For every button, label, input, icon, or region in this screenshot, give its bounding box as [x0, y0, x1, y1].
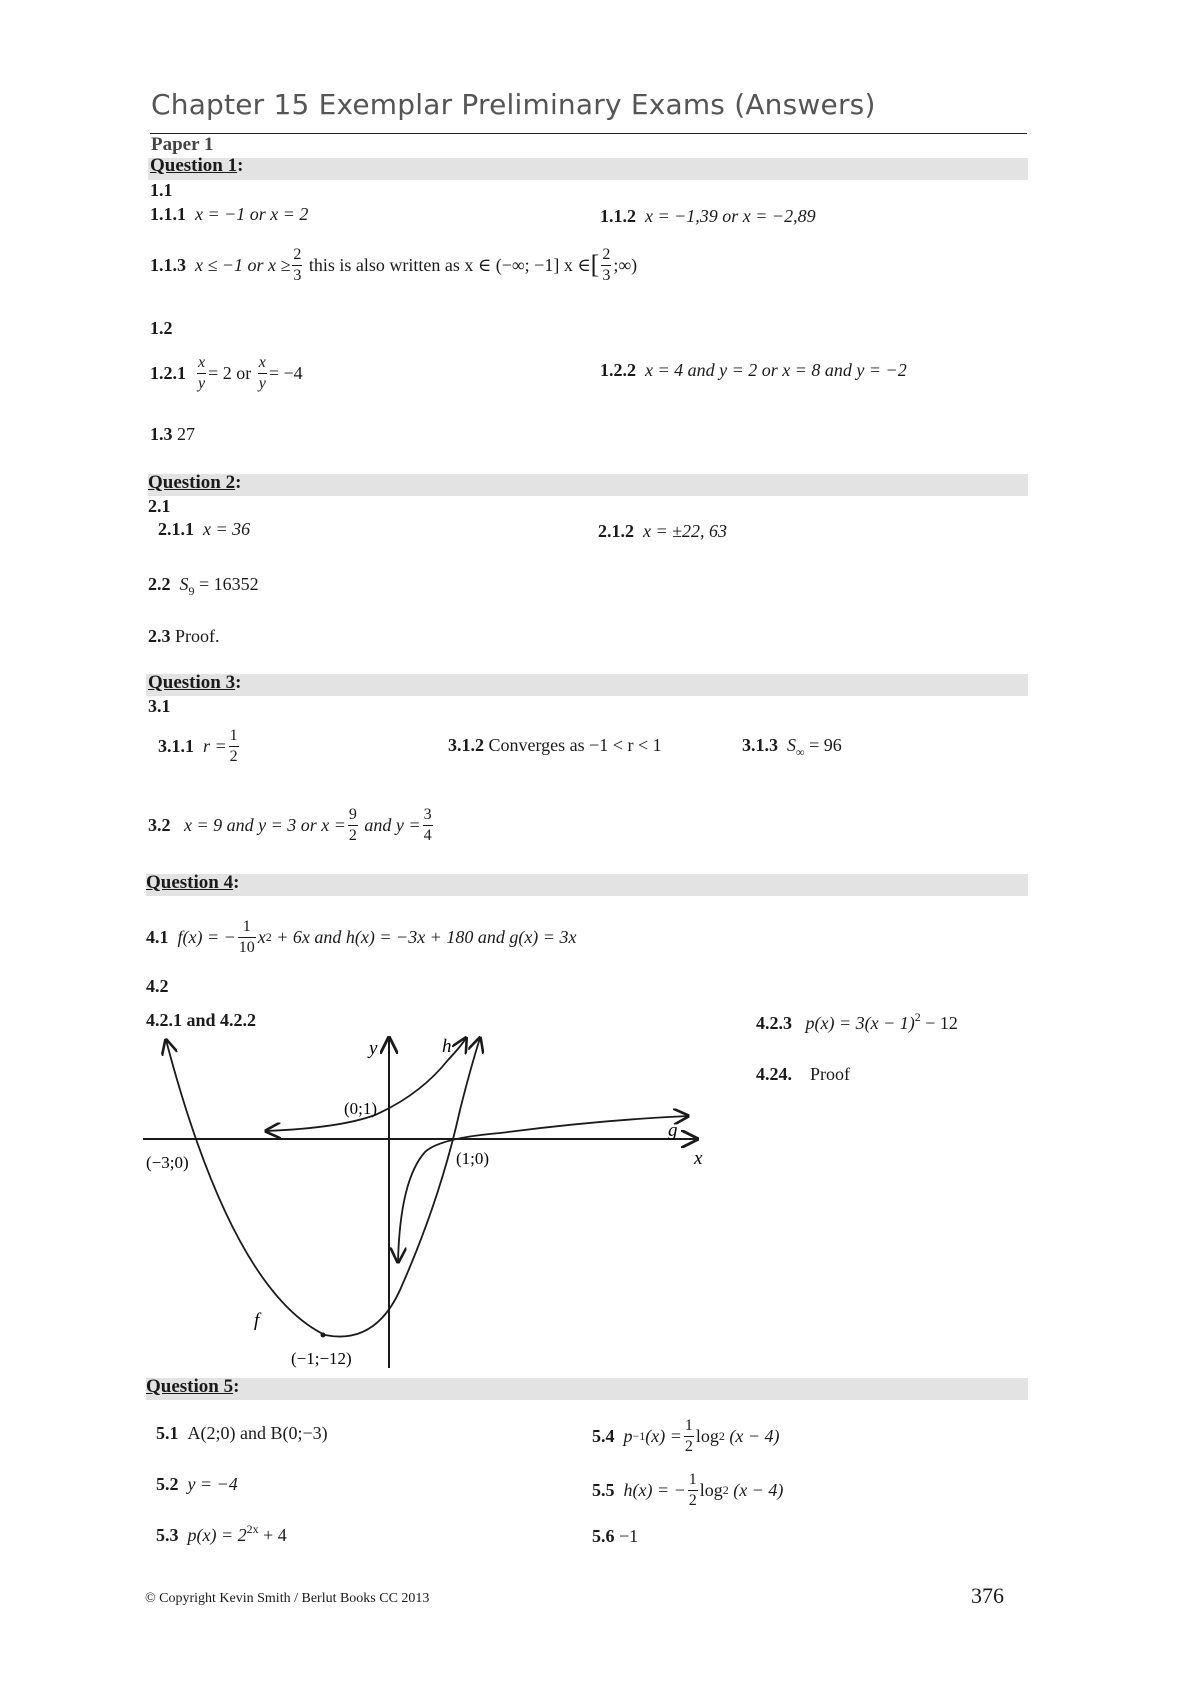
q2-sub-2-1: 2.1 [148, 496, 171, 516]
answer-5-6: 5.6 −1 [592, 1526, 639, 1546]
answer-4-1: 4.1 f(x) = − $\frac{1}{10}$ x 2 + 6x and h(x) = −3x + 180 and g(x) = 3x [146, 917, 577, 956]
answer-1-1-2: 1.1.2 x = −1,39 or x = −2,89 [600, 206, 816, 226]
point-1-0: (1;0) [456, 1149, 490, 1168]
copyright-footer: © Copyright Kevin Smith / Berlut Books CC 2013 [145, 1591, 430, 1606]
paper-label: Paper 1 [151, 134, 214, 155]
turning-point-dot [321, 1333, 326, 1338]
point-0-1: (0;1) [344, 1099, 378, 1118]
page-title: Chapter 15 Exemplar Preliminary Exams (Answers) [151, 88, 876, 121]
answer-2-1-2: 2.1.2 x = ±22, 63 [598, 521, 728, 541]
answer-1-2-2: 1.2.2 x = 4 and y = 2 or x = 8 and y = −2 [600, 360, 907, 380]
question-4-heading: Question 4: [146, 872, 240, 893]
q4-sub-4-2-1: 4.2.1 and 4.2.2 [146, 1010, 257, 1030]
answer-2-1-1: 2.1.1 x = 36 [158, 519, 251, 539]
answer-2-2: 2.2 $S_9 = 16352$ [148, 574, 259, 598]
answer-4-2-4: 4.24. Proof [756, 1064, 850, 1084]
point-minimum: (−1;−12) [291, 1349, 352, 1368]
answer-5-5: 5.5 h(x) = − $\frac{1}{2}$ log 2 (x − 4) [592, 1470, 784, 1509]
answer-3-1-3: 3.1.3 $S_\infty = 96$ [742, 735, 842, 759]
label-y: y [369, 1038, 378, 1059]
label-g: g [668, 1120, 678, 1141]
label-f: f [254, 1310, 260, 1331]
answer-4-2-3: 4.2.3 $p(x) = 3(x - 1)^2 - 12$ [756, 1010, 958, 1033]
answer-3-2: 3.2 x = 9 and y = 3 or x = $\frac{9}{2}$ and y = $\frac{3}{4}$ [148, 805, 432, 844]
answer-5-1: 5.1 A(2;0) and B(0;−3) [156, 1423, 328, 1443]
q1-sub-1-2: 1.2 [150, 318, 173, 338]
answer-5-4: 5.4 p −1 (x) = $\frac{1}{2}$ log 2 (x − 4) [592, 1416, 780, 1455]
answer-5-3: 5.3 $p(x) = 2^{2x} + 4$ [156, 1522, 287, 1545]
q1-sub-1-1: 1.1 [150, 180, 173, 200]
curve-g [398, 1116, 688, 1262]
question-3-heading: Question 3: [148, 672, 242, 693]
answer-1-1-1: 1.1.1 x = −1 or x = 2 [150, 204, 309, 224]
label-h: h [442, 1036, 452, 1057]
answer-1-3: 1.3 27 [150, 424, 195, 444]
point-minus3-0: (−3;0) [146, 1153, 189, 1172]
q4-sub-4-2: 4.2 [146, 976, 169, 996]
question-5-band [146, 1378, 1028, 1400]
answer-1-2-1: 1.2.1 $\frac{x}{y}$ = 2 or $\frac{x}{y}$ = −4 [150, 353, 303, 392]
page-number: 376 [971, 1583, 1004, 1608]
answer-2-3: 2.3 Proof. [148, 626, 220, 646]
parabola-f [166, 1038, 480, 1337]
question-2-heading: Question 2: [148, 472, 242, 493]
answer-5-2: 5.2 y = −4 [156, 1474, 238, 1494]
answer-1-1-3: 1.1.3 x ≤ −1 or x ≥ $\frac{2}{3}$ this is also written as x ∈ (−∞; −1] x ∈ [ $\frac{2}{3}$ ;∞) [150, 245, 638, 284]
answer-3-1-2: 3.1.2 Converges as −1 < r < 1 [448, 735, 662, 755]
question-1-heading: Question 1: [150, 155, 244, 176]
question-5-heading: Question 5: [146, 1376, 240, 1397]
q3-sub-3-1: 3.1 [148, 696, 171, 716]
answer-3-1-1: 3.1.1 r = $\frac{1}{2}$ [158, 726, 238, 765]
label-x: x [694, 1148, 703, 1169]
